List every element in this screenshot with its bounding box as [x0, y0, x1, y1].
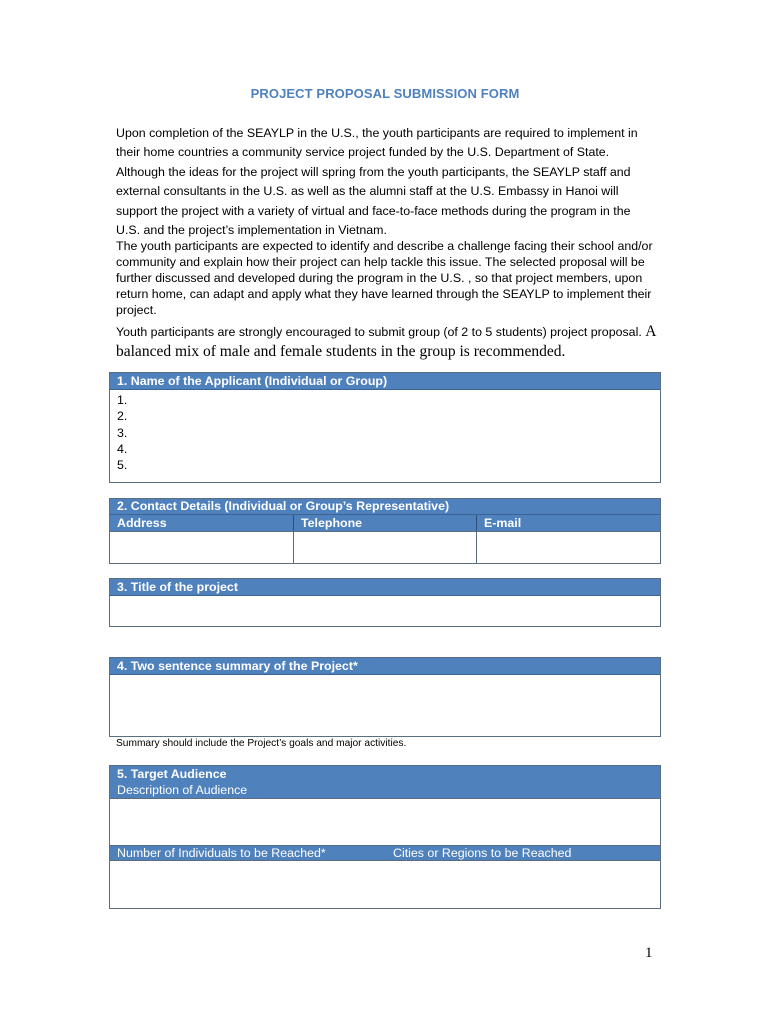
applicant-list[interactable] — [110, 390, 660, 473]
applicant-section — [109, 372, 661, 483]
group-paragraph — [116, 322, 661, 362]
reach-field[interactable] — [110, 861, 660, 905]
email-field[interactable] — [477, 532, 660, 564]
group-paragraph-text: Youth participants are strongly encouraged to submit group (of 2 to 5 students) project proposal. — [116, 325, 642, 339]
project-title-field[interactable] — [110, 596, 660, 626]
contact-section-header: 2. Contact Details (Individual or Group’s Representative) — [110, 499, 660, 515]
telephone-field[interactable] — [294, 532, 477, 564]
applicant-item-4[interactable]: 4. — [117, 441, 128, 456]
target-audience-section — [109, 765, 661, 909]
applicant-item-1[interactable]: 1. — [117, 393, 128, 407]
applicant-item-5[interactable]: 5. — [117, 458, 128, 473]
summary-note: Summary should include the Project’s goals and major activities. — [116, 738, 407, 749]
summary-section — [109, 657, 661, 737]
address-field[interactable] — [110, 532, 294, 564]
contact-input-row — [110, 532, 660, 564]
page-number: 1 — [645, 945, 653, 961]
email-column-header: E-mail — [484, 516, 522, 530]
reach-column-headers — [110, 845, 660, 861]
contact-column-headers — [110, 515, 660, 532]
telephone-column-header: Telephone — [294, 515, 477, 531]
summary-section-header: 4. Two sentence summary of the Project* — [110, 658, 660, 675]
audience-description-field[interactable] — [110, 799, 660, 845]
cities-reached-label: Cities or Regions to be Reached — [393, 846, 572, 860]
applicant-item-3[interactable]: 3. — [117, 425, 128, 440]
address-column-header: Address — [110, 515, 294, 531]
applicant-section-header: 1. Name of the Applicant (Individual or Group) — [110, 373, 660, 390]
page-title: PROJECT PROPOSAL SUBMISSION FORM — [250, 86, 520, 101]
contact-section — [109, 498, 661, 564]
summary-field[interactable] — [110, 675, 660, 736]
intro-paragraph: Upon completion of the SEAYLP in the U.S., the youth participants are required to implement in their home countries a community service project funded by the U.S. Department of State. Although the ideas for the project will spring from the youth participants, the SEAYLP staff and external consultants in the U.S. as well as the alumni staff at the U.S. Embassy in Hanoi will support the project with a variety of virtual and face-to-face methods during the program in the U.S. and the project’s implementation in Vietnam. — [116, 126, 638, 238]
project-title-section — [109, 578, 661, 627]
applicant-item-2[interactable]: 2. — [117, 409, 128, 424]
individuals-reached-label: Number of Individuals to be Reached* — [117, 846, 326, 860]
expectations-paragraph: The youth participants are expected to identify and describe a challenge facing their school and/or community and explain how their project can help tackle this issue. The selected proposal will be further discussed and developed during the program in the U.S. , so that project members, upon return home, can adapt and apply what they have learned through the SEAYLP to implement their project. — [116, 239, 653, 317]
target-audience-header: 5. Target Audience — [110, 766, 660, 783]
audience-description-label: Description of Audience — [110, 783, 660, 799]
group-paragraph-recommendation: A balanced mix of male and female students in the group is recommended. — [116, 323, 656, 360]
project-title-header: 3. Title of the project — [110, 579, 660, 596]
